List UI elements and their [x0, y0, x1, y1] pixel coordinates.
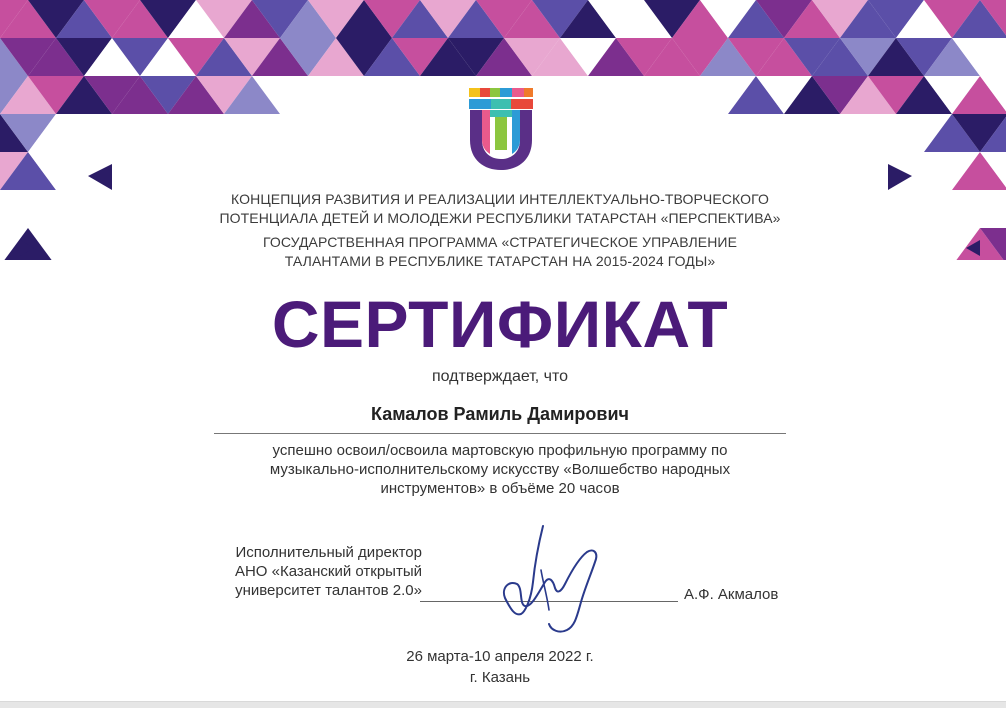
- concept-line-2: ПОТЕНЦИАЛА ДЕТЕЙ И МОЛОДЕЖИ РЕСПУБЛИКИ ТАТАРСТАН «ПЕРСПЕКТИВА»: [219, 210, 781, 226]
- recipient-underline: [214, 433, 786, 434]
- pattern-accent-triangle: [88, 164, 112, 190]
- event-dates-block: [300, 646, 700, 688]
- confirms-text: подтверждает, что: [431, 368, 569, 385]
- recipient-name: Камалов Рамиль Дамирович: [370, 404, 629, 424]
- certificate-title: СЕРТИФИКАТ: [271, 287, 729, 361]
- signer-title-line-2: АНО «Казанский открытый: [234, 563, 422, 580]
- concept-line-1: КОНЦЕПЦИЯ РАЗВИТИЯ И РЕАЛИЗАЦИИ ИНТЕЛЛЕКТУАЛЬНО-ТВОРЧЕСКОГО: [231, 191, 769, 207]
- description-line-3: инструментов» в объёме 20 часов: [380, 480, 620, 497]
- signer-title-line-1: Исполнительный директор: [235, 544, 422, 561]
- event-city: г. Казань: [469, 669, 531, 686]
- event-dates: 26 марта-10 апреля 2022 г.: [406, 648, 594, 665]
- pattern-accent-triangle: [888, 164, 912, 190]
- program-line-1: ГОСУДАРСТВЕННАЯ ПРОГРАММА «СТРАТЕГИЧЕСКОЕ УПРАВЛЕНИЕ: [262, 234, 738, 250]
- header-text-block: [180, 190, 820, 271]
- achievement-description: [230, 441, 770, 498]
- signer-name: А.Ф. Акмалов: [684, 586, 779, 603]
- perspektiva-logo-icon: [468, 88, 534, 172]
- handwritten-signature: [495, 522, 615, 638]
- description-line-2: музыкально-исполнительскому искусству «Волшебство народных: [269, 461, 731, 478]
- signer-title-block: [190, 543, 422, 600]
- description-line-1: успешно освоил/освоила мартовскую профильную программу по: [272, 442, 728, 459]
- program-line-2: ТАЛАНТАМИ В РЕСПУБЛИКЕ ТАТАРСТАН НА 2015-2024 ГОДЫ»: [284, 253, 716, 269]
- signer-title-line-3: университет талантов 2.0»: [235, 582, 422, 599]
